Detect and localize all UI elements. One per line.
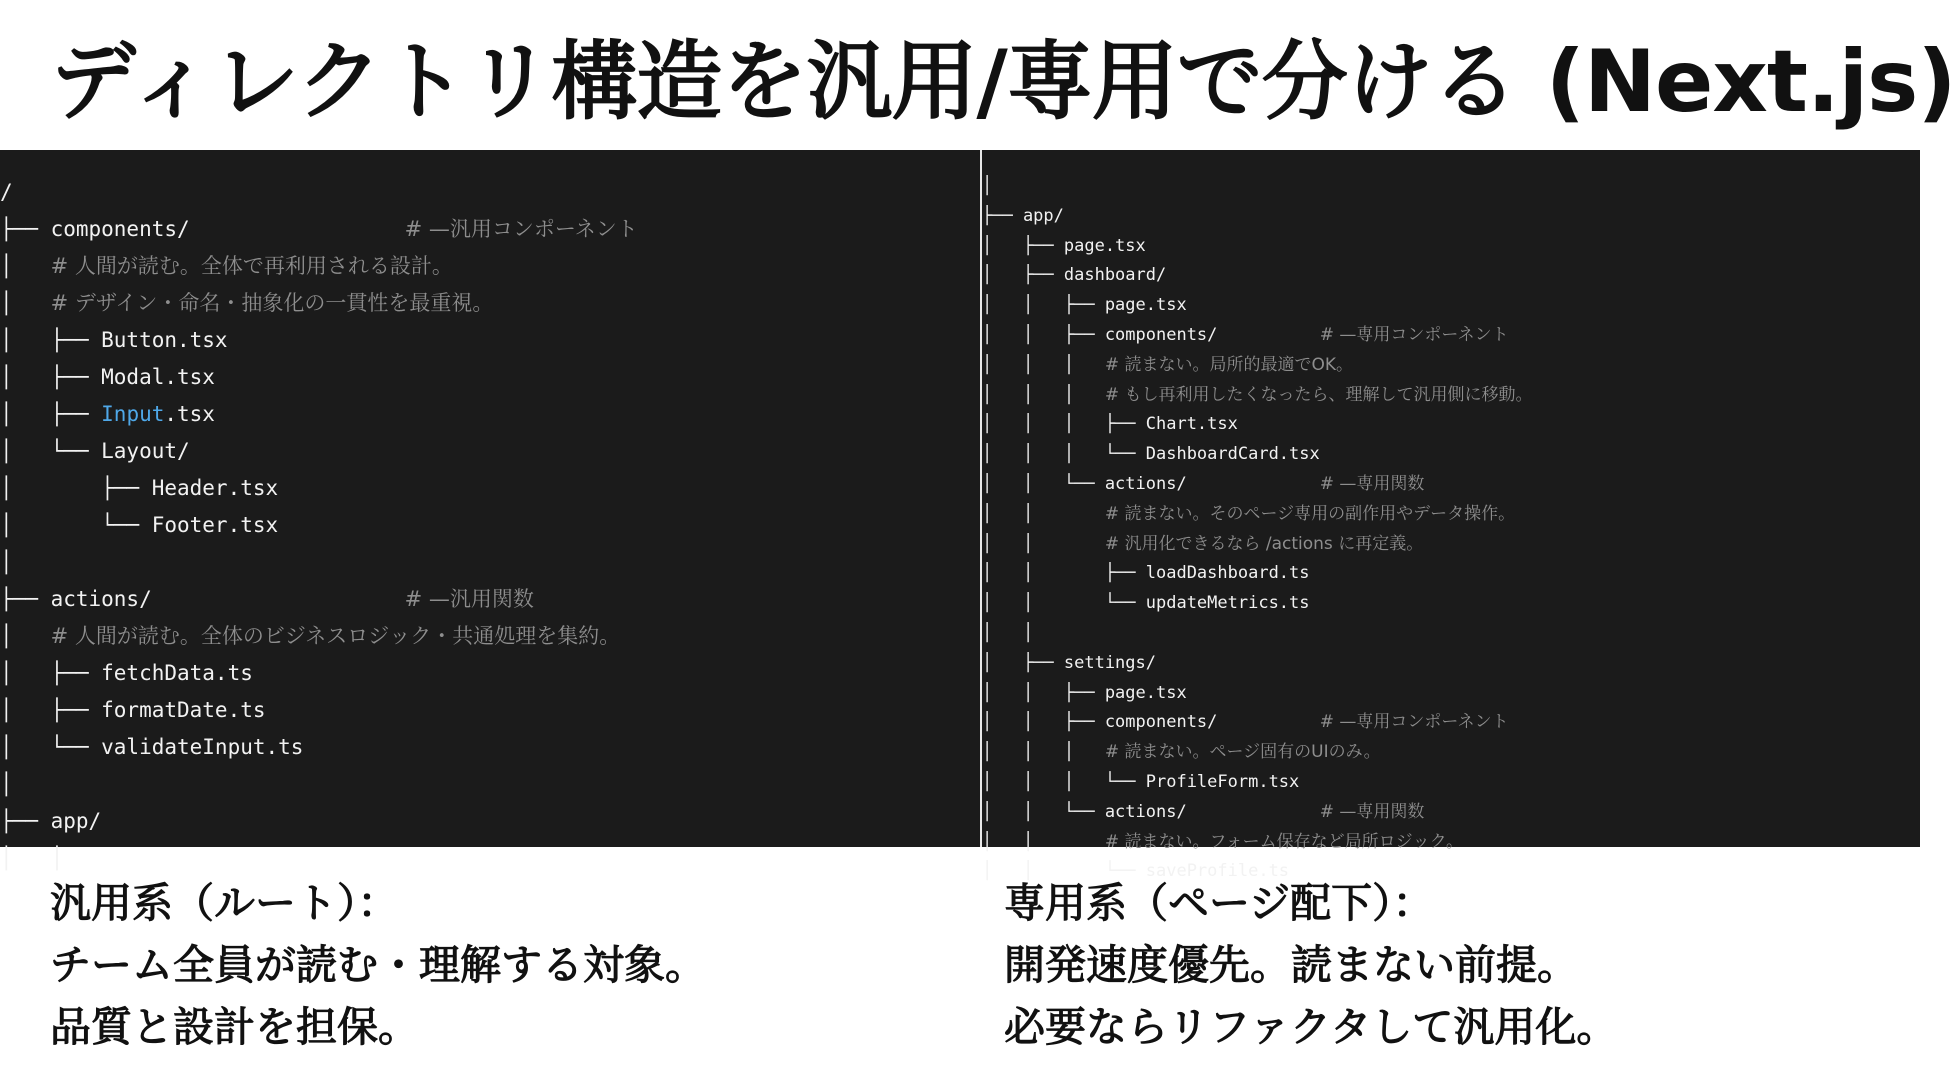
tree-comment: # —専用関数 [1319, 473, 1425, 494]
tree-line [982, 321, 1532, 351]
tree-comment: # —汎用コンポーネント [404, 217, 638, 241]
tree-line [982, 649, 1532, 679]
tree-path: │ ├── formatDate.ts [0, 698, 266, 722]
tree-comment: # 読まない。そのページ専用の副作用やデータ操作。 [1104, 503, 1516, 524]
panel-divider [980, 150, 982, 847]
tree-path: │ │ │ ├── Chart.tsx [982, 414, 1238, 435]
tree-path: │ │ └── actions/ [982, 801, 1320, 822]
tree-line [0, 692, 638, 729]
tree-line [982, 440, 1532, 470]
tree-line [982, 232, 1532, 262]
tree-path: │ │ ├── page.tsx [982, 295, 1187, 316]
tree-path: │ │ [982, 503, 1105, 524]
generic-caption-line: 品質と設計を担保。 [50, 1003, 419, 1051]
tree-line [982, 470, 1532, 500]
specific-tree-lines [982, 150, 1532, 887]
tree-comment: # —専用関数 [1319, 801, 1425, 822]
tree-path: ├── app/ [982, 205, 1064, 226]
tree-line [982, 738, 1532, 768]
tree-path: │ ├── [0, 402, 102, 426]
tree-path: │ │ │ └── DashboardCard.tsx [982, 444, 1320, 465]
tree-comment: # 読まない。局所的最適でOK。 [1104, 354, 1354, 375]
tree-path: │ │ ├── page.tsx [982, 682, 1187, 703]
tree-path: │ │ ├── components/ [982, 324, 1320, 345]
tree-line [0, 803, 638, 840]
tree-path-suffix: .tsx [164, 402, 215, 426]
tree-path: │ │ [982, 831, 1105, 852]
tree-line [982, 410, 1532, 440]
tree-line [0, 359, 638, 396]
tree-line [982, 202, 1532, 232]
tree-line [982, 589, 1532, 619]
tree-path: │ [0, 550, 13, 574]
tree-line [982, 708, 1532, 738]
tree-path: │ │ [0, 846, 64, 870]
tree-path: │ ├── Header.tsx [0, 476, 279, 500]
tree-path: │ ├── page.tsx [982, 235, 1146, 256]
tree-path: │ │ └── updateMetrics.ts [982, 593, 1310, 614]
tree-comment: # —専用コンポーネント [1319, 712, 1509, 733]
tree-path: │ │ [982, 622, 1034, 643]
tree-path: ├── components/ [0, 217, 405, 241]
tree-path: │ [0, 772, 13, 796]
tree-path: │ │ │ [982, 354, 1105, 375]
specific-caption-line: 開発速度優先。読まない前提。 [1004, 941, 1578, 989]
tree-comment: # もし再利用したくなったら、理解して汎用側に移動。 [1104, 384, 1533, 405]
tree-path: │ │ ├── loadDashboard.ts [982, 563, 1310, 584]
tree-path: │ └── validateInput.ts [0, 735, 304, 759]
tree-line [0, 507, 638, 544]
generic-caption [50, 872, 706, 1058]
tree-path: │ ├── settings/ [982, 652, 1156, 673]
tree-path: / [0, 180, 13, 204]
tree-comment: # デザイン・命名・抽象化の一貫性を最重視。 [50, 291, 494, 315]
tree-comment: # 汎用化できるなら /actions に再定義。 [1104, 533, 1424, 554]
tree-comment: # 人間が読む。全体で再利用される設計。 [50, 254, 453, 278]
generic-tree-panel [0, 150, 980, 870]
tree-line [0, 285, 638, 322]
specific-tree-panel [980, 150, 1920, 882]
tree-path: │ [982, 176, 993, 196]
specific-caption-heading: 専用系（ページ配下）： [1004, 879, 1434, 927]
tree-line [0, 174, 638, 211]
tree-path-highlight: Input [101, 402, 165, 426]
tree-line [0, 618, 638, 655]
tree-path: │ └── Footer.tsx [0, 513, 279, 537]
tree-path: │ ├── fetchData.ts [0, 661, 253, 685]
tree-line [982, 381, 1532, 411]
tree-path: │ ├── Button.tsx [0, 328, 228, 352]
tree-line [982, 768, 1532, 798]
tree-line [982, 798, 1532, 828]
tree-path: │ [0, 291, 51, 315]
tree-path: │ │ └── saveProfile.ts [982, 861, 1290, 882]
tree-line [982, 291, 1532, 321]
tree-line [982, 828, 1532, 858]
tree-path: │ │ [982, 533, 1105, 554]
tree-line [982, 559, 1532, 589]
tree-line [0, 248, 638, 285]
tree-comment: # 読まない。フォーム保存など局所ロジック。 [1104, 831, 1463, 852]
specific-caption-line: 必要ならリファクタして汎用化。 [1004, 1003, 1618, 1051]
tree-line [0, 729, 638, 766]
tree-line [0, 211, 638, 248]
tree-path: │ │ │ └── ProfileForm.tsx [982, 771, 1300, 792]
tree-path: │ ├── dashboard/ [982, 265, 1167, 286]
tree-path: │ ├── Modal.tsx [0, 365, 215, 389]
tree-line [982, 679, 1532, 709]
tree-path: ├── actions/ [0, 587, 405, 611]
tree-line [982, 500, 1532, 530]
tree-line [0, 470, 638, 507]
tree-line [0, 433, 638, 470]
tree-comment: # 人間が読む。全体のビジネスロジック・共通処理を集約。 [50, 624, 621, 648]
tree-line [982, 261, 1532, 291]
tree-line [982, 172, 1532, 202]
tree-line [0, 396, 638, 433]
page-title: ディレクトリ構造を汎用/専用で分ける (Next.js) [50, 32, 1956, 132]
tree-path: │ │ └── actions/ [982, 473, 1320, 494]
tree-line [0, 322, 638, 359]
tree-line [982, 351, 1532, 381]
tree-line [0, 581, 638, 618]
tree-path: │ │ │ [982, 384, 1105, 405]
tree-comment: # —専用コンポーネント [1319, 324, 1509, 345]
generic-caption-line: チーム全員が読む・理解する対象。 [50, 941, 706, 989]
tree-line [982, 530, 1532, 560]
tree-line [0, 766, 638, 803]
tree-path: │ │ │ [982, 742, 1105, 763]
tree-comment: # —汎用関数 [404, 587, 534, 611]
tree-path: │ │ ├── components/ [982, 712, 1320, 733]
tree-path: ├── app/ [0, 809, 102, 833]
tree-line [0, 544, 638, 581]
tree-line [982, 619, 1532, 649]
generic-caption-heading: 汎用系（ルート）： [50, 879, 399, 927]
tree-path: │ [0, 254, 51, 278]
generic-tree-lines [0, 150, 638, 877]
specific-caption [1004, 872, 1617, 1058]
tree-path: │ └── Layout/ [0, 439, 190, 463]
tree-path: │ [0, 624, 51, 648]
tree-comment: # 読まない。ページ固有のUIのみ。 [1104, 742, 1381, 763]
tree-line [0, 655, 638, 692]
